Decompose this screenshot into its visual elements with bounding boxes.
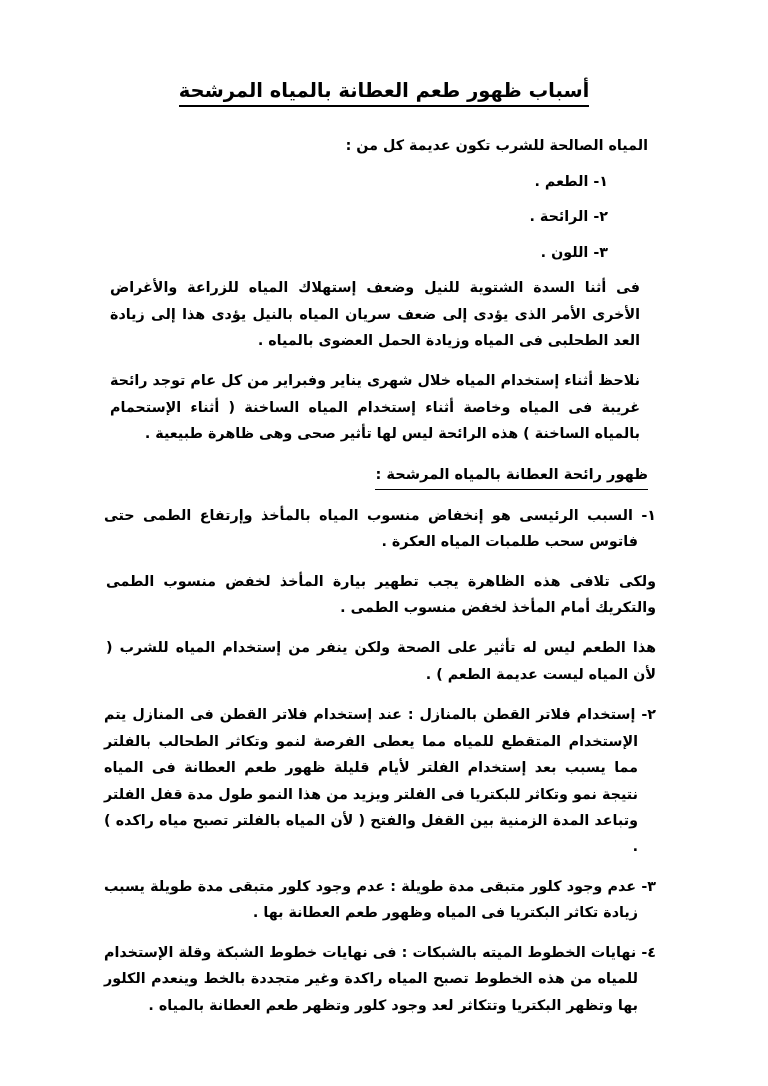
paragraph-observation: نلاحظ أثناء إستخدام المياه خلال شهرى يناير وفبراير من كل عام توجد رائحة غريبة فى المياه وخاصة أثناء إستخدام المياه الساخنة ( أثناء الإستحمام بالمياه الساخنة ) هذه الرائحة ليس لها تأثير صحى وهى ظاهرة طبيعية .: [110, 373, 640, 443]
cause-item-number: ١-: [641, 507, 656, 524]
cause-item-3: [104, 874, 664, 927]
cause-item-text: عدم وجود كلور متبقى مدة طويلة : عدم وجود كلور متبقى مدة طويلة يسبب زيادة تكاثر البكتريا فى المياه وظهور طعم العطانة بها .: [104, 878, 638, 922]
section-subheading: [104, 462, 664, 490]
page-title-text: أسباب ظهور طعم العطانة بالمياه المرشحة: [179, 78, 590, 107]
intro-lead-paragraph: المياه الصالحة للشرب تكون عديمة كل من :: [345, 138, 648, 155]
cause-item-1: [104, 503, 664, 556]
cause-item-number: ٤-: [641, 944, 656, 961]
list-item-number: ٢-: [593, 209, 608, 226]
cause-item-number: ٣-: [641, 878, 656, 895]
paragraph-remedy: ولكى تلافى هذه الظاهرة يجب تطهير بيارة المأخذ لخفض منسوب الطمى والتكريك أمام المأخذ لخفض منسوب الطمى .: [106, 573, 656, 616]
cause-item-text: السبب الرئيسى هو إنخفاض منسوب المياه بالمأخذ وإرتفاع الطمى حتى فاتوس سحب طلمبات المياه العكرة .: [104, 507, 638, 551]
list-item-number: ٣-: [593, 244, 608, 261]
section-subheading-text: ظهور رائحة العطانة بالمياه المرشحة :: [375, 462, 648, 490]
cause-item-4: [104, 940, 664, 1019]
list-item: [104, 204, 664, 230]
list-item: [104, 169, 664, 195]
cause-item-2: [104, 702, 664, 861]
paragraph-winter-dam: فى أثنا السدة الشتوية للنيل وضعف إستهلاك المياه للزراعة والأغراض الأخرى الأمر الذى يؤدى إلى ضعف سريان المياه بالنيل يؤدى هذا إلى زيادة العد الطحلبى فى المياه وزيادة الحمل العضوى بالمياه .: [110, 280, 640, 349]
paragraph-taste-note: هذا الطعم ليس له تأثير على الصحة ولكن ينفر من إستخدام المياه للشرب ( لأن المياه ليست عديمة الطعم ) .: [106, 640, 656, 683]
list-item-label: الطعم .: [534, 173, 589, 190]
document-content: [104, 78, 664, 1032]
cause-item-number: ٢-: [641, 707, 656, 724]
list-item-label: الرائحة .: [529, 209, 589, 226]
cause-item-text: إستخدام فلاتر القطن بالمنازل : عند إستخدام فلاتر القطن فى المنازل يتم الإستخدام المتقطع للمياه مما يعطى الفرصة لنمو وتكاثر الطحالب بالفلتر مما يسبب بعد إستخدام الفلتر لأيام قليلة ظهور طعم العطانة فى المياه نتيجة نمو وتكاثر للبكتريا فى الفلتر ويزيد من هذا النمو طول مدة قفل الفلتر وتباعد المدة الزمنية بين القفل والفتح ( لأن المياه بالفلتر تصبح مياه راكده ) .: [104, 707, 638, 856]
list-item-label: اللون .: [540, 244, 589, 261]
cause-item-text: نهايات الخطوط الميته بالشبكات : فى نهايات خطوط الشبكة وقلة الإستخدام للمياه من هذه الخطوط تصبح المياه راكدة وغير متجددة بالخط وينعدم الكلور بها وتظهر البكتريا وتتكاثر لعد وجود كلور وتظهر طعم العطانة بالمياه .: [104, 944, 638, 1014]
list-item-number: ١-: [593, 173, 608, 190]
page-title: [104, 78, 664, 107]
list-item: [104, 240, 664, 266]
